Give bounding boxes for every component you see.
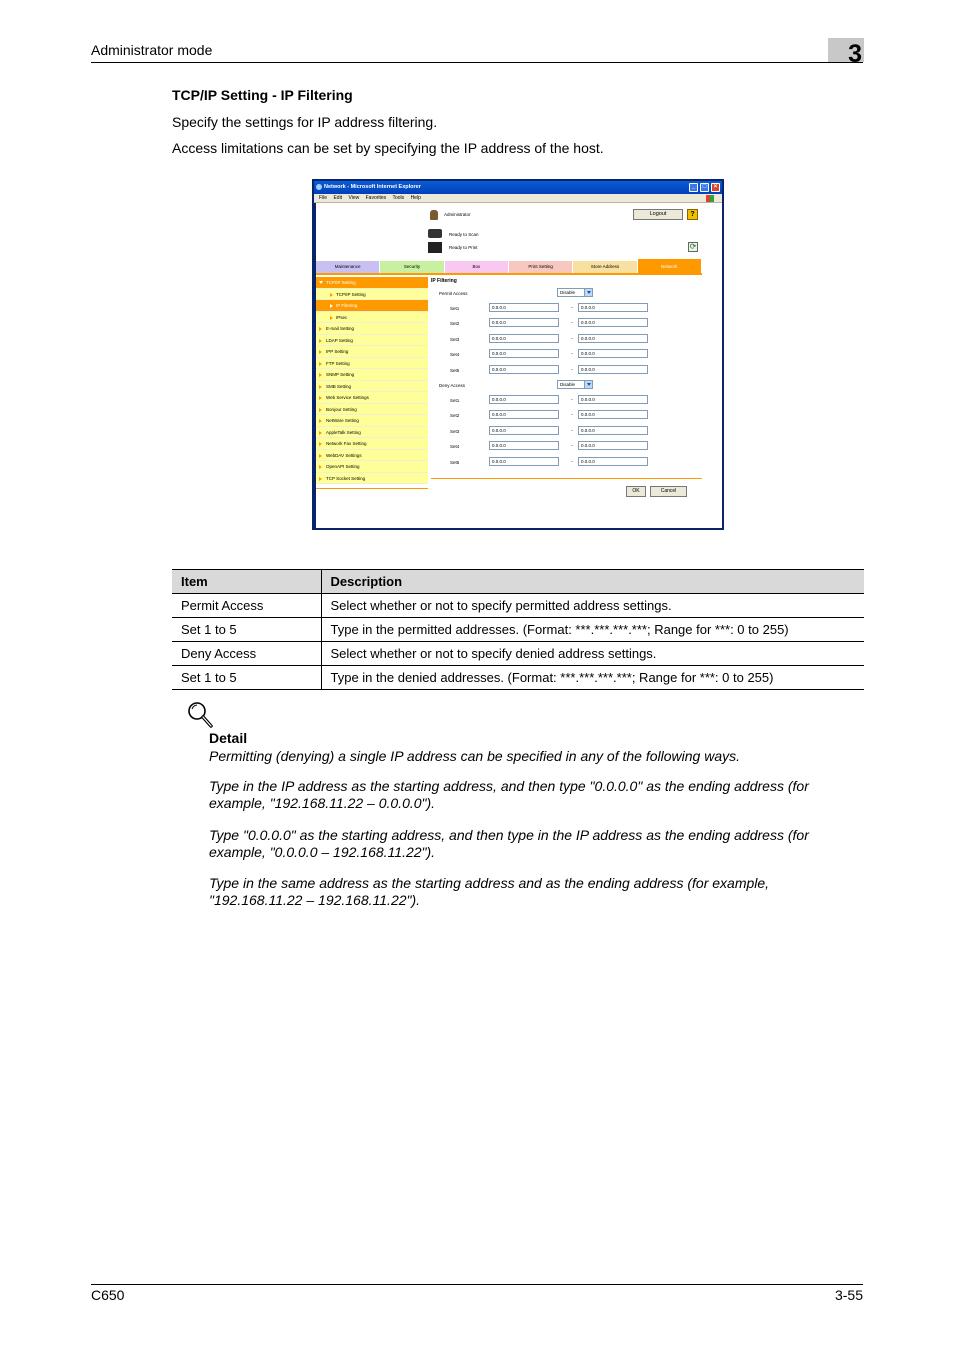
permit-set1-label: Set1 [450,306,460,311]
sidebar-item-ftp[interactable] [316,358,428,370]
arrow-icon [330,316,333,320]
sidebar-item-label: IPsec [336,314,348,320]
sidebar-item-snmp[interactable] [316,369,428,381]
table-row [172,618,864,642]
column-header-item: Item [172,570,321,594]
deny-set4-label: Set4 [450,444,460,449]
range-dash: - [571,397,573,403]
permit-access-value: Disable [560,290,576,295]
arrow-icon [319,339,322,343]
deny-set5-end-input[interactable]: 0.0.0.0 [578,457,648,466]
permit-access-label: Permit Access [439,291,468,296]
sidebar-item-label: Web Service Settings [326,395,369,400]
tab-box[interactable]: Box [445,261,509,273]
deny-set1-label: Set1 [450,398,460,403]
sidebar-item-label: OpenAPI Setting [326,464,360,469]
tab-network[interactable]: Network [638,259,702,273]
permit-set2-start-input[interactable]: 0.0.0.0 [489,318,559,327]
logout-button[interactable]: Logout [633,209,683,220]
sidebar-item-label: WebDAV Settings [326,452,362,458]
deny-set3-label: Set3 [450,429,460,434]
sidebar-item-tcp-socket[interactable] [316,473,428,485]
chevron-down-icon [584,289,592,296]
deny-set2-start-input[interactable]: 0.0.0.0 [489,410,559,419]
permit-set4-end-input[interactable]: 0.0.0.0 [578,349,648,358]
arrow-icon [319,454,322,458]
table-row [172,594,864,618]
sidebar-item-tcpip[interactable] [316,277,428,289]
magnifier-icon [187,701,213,729]
arrow-icon [319,477,322,481]
column-header-description: Description [321,570,864,594]
tab-security[interactable]: Security [380,261,444,273]
detail-title: Detail [209,730,248,746]
detail-paragraph: Permitting (denying) a single IP address can be specified in any of the following ways. [209,748,740,764]
sidebar-item-label: Bonjour Setting [326,406,357,412]
sidebar-item-network-fax[interactable] [316,438,428,450]
table-cell-item: Set 1 to 5 [172,666,321,690]
windows-logo-icon [706,195,714,202]
sidebar-item-label: IP Filtering [336,303,358,308]
permit-set3-end-input[interactable]: 0.0.0.0 [578,334,648,343]
menu-file[interactable]: File [319,195,328,201]
deny-set1-end-input[interactable]: 0.0.0.0 [578,395,648,404]
table-cell-item: Set 1 to 5 [172,618,321,642]
section-title: TCP/IP Setting - IP Filtering [172,87,353,103]
tab-underline [316,273,702,275]
arrow-icon [319,327,322,331]
intro-paragraph-2: Access limitations can be set by specifying the IP address of the host. [172,140,604,156]
range-dash: - [571,320,573,326]
sidebar-item-webdav[interactable] [316,450,428,462]
permit-set2-label: Set2 [450,321,460,326]
range-dash: - [571,336,573,342]
intro-paragraph-1: Specify the settings for IP address filtering. [172,114,438,130]
deny-set2-end-input[interactable]: 0.0.0.0 [578,410,648,419]
sidebar-item-email[interactable] [316,323,428,335]
arrow-icon [319,373,322,377]
menu-bar [314,194,722,203]
permit-set5-start-input[interactable]: 0.0.0.0 [489,365,559,374]
sidebar [316,277,428,484]
permit-set2-end-input[interactable]: 0.0.0.0 [578,318,648,327]
permit-set1-start-input[interactable]: 0.0.0.0 [489,303,559,312]
tab-maintenance[interactable]: Maintenance [316,261,380,273]
permit-set5-end-input[interactable]: 0.0.0.0 [578,365,648,374]
deny-access-label: Deny Access [439,383,466,388]
arrow-icon [319,431,322,435]
arrow-icon [319,442,322,446]
footer-rule [91,1284,863,1285]
status-scan: Ready to Scan [449,232,479,237]
help-icon[interactable]: ? [687,209,698,220]
deny-set3-start-input[interactable]: 0.0.0.0 [489,426,559,435]
table-cell-description: Select whether or not to specify permitted address settings. [321,594,864,618]
sidebar-item-label: NetWare Setting [326,418,359,423]
range-dash: - [571,443,573,449]
deny-access-value: Disable [560,382,576,387]
sidebar-item-label: E-mail Setting [326,326,355,331]
sidebar-item-tcpip-setting[interactable] [316,289,428,301]
footer-page-number: 3-55 [834,1287,863,1303]
content-bottom-rule [431,478,702,479]
sidebar-item-netware[interactable] [316,415,428,427]
admin-user-icon [430,210,438,220]
sidebar-item-bonjour[interactable] [316,404,428,416]
sidebar-item-ldap[interactable] [316,335,428,347]
sidebar-item-smb[interactable] [316,381,428,393]
arrow-icon [319,385,322,389]
tab-store-address[interactable]: Store Address [573,261,637,273]
sidebar-item-label: TCP/IP Setting [336,291,366,297]
permit-set1-end-input[interactable]: 0.0.0.0 [578,303,648,312]
close-icon[interactable]: × [711,183,720,192]
deny-set5-start-input[interactable]: 0.0.0.0 [489,457,559,466]
sidebar-item-label: FTP Setting [326,360,350,366]
sidebar-item-ipsec[interactable] [316,312,428,324]
sidebar-item-ipp[interactable] [316,346,428,358]
range-dash: - [571,412,573,418]
permit-set4-label: Set4 [450,352,460,357]
ie-icon [316,184,322,190]
sidebar-item-openapi[interactable] [316,461,428,473]
sidebar-bottom-rule [316,488,428,489]
sidebar-item-ip-filtering[interactable] [316,300,428,312]
menu-tools[interactable]: Tools [392,195,405,201]
running-header: Administrator mode [91,42,213,58]
sidebar-item-label: LDAP Setting [326,337,353,343]
arrow-icon [319,419,322,423]
detail-paragraph: Type in the IP address as the starting address, and then type "0.0.0.0" as the ending address (for example, "192.168.11.22 – 0.0.0.0"). [209,778,809,811]
expand-arrow-icon [319,281,323,284]
table-row [172,642,864,666]
arrow-icon [319,350,322,354]
sidebar-item-label: SMB Setting [326,383,352,389]
deny-set4-start-input[interactable]: 0.0.0.0 [489,441,559,450]
menu-help[interactable]: Help [410,195,421,201]
permit-set5-label: Set5 [450,368,460,373]
menu-view[interactable]: View [348,195,360,201]
permit-set4-start-input[interactable]: 0.0.0.0 [489,349,559,358]
sidebar-item-label: TCP Socket Setting [326,475,366,481]
detail-paragraph: Type in the same address as the starting address and as the ending address (for example, "192.168.11.22 – 192.168.11.22"). [209,875,770,908]
chapter-tab [828,38,864,68]
range-dash: - [571,428,573,434]
header-rule [91,62,863,63]
sidebar-item-label: Network Fax Setting [326,441,367,446]
tab-print-setting[interactable]: Print Setting [509,261,573,273]
admin-label: Administrator [444,212,471,217]
table-cell-item: Permit Access [172,594,321,618]
sidebar-item-label: SNMP Setting [326,372,355,377]
table-cell-description: Type in the denied addresses. (Format: ***.***.***.***; Range for ***: 0 to 255) [321,666,864,690]
table-header-row [172,570,864,594]
printer-icon [428,242,442,253]
browser-screenshot [312,179,724,530]
range-dash: - [571,305,573,311]
maximize-icon[interactable]: □ [700,183,709,192]
deny-set3-end-input[interactable]: 0.0.0.0 [578,426,648,435]
permit-access-select[interactable] [557,288,593,297]
ok-button[interactable]: OK [626,486,646,497]
menu-edit[interactable]: Edit [333,195,343,201]
range-dash: - [571,367,573,373]
sidebar-item-label: AppleTalk Setting [326,429,361,435]
sidebar-item-web-service[interactable] [316,392,428,404]
arrow-icon [319,408,322,412]
table-cell-description: Type in the permitted addresses. (Format: ***.***.***.***; Range for ***: 0 to 255) [321,618,864,642]
range-dash: - [571,351,573,357]
range-dash: - [571,459,573,465]
refresh-icon[interactable]: ⟳ [689,242,697,251]
deny-access-select[interactable] [557,380,593,389]
menu-favorites[interactable]: Favorites [365,195,387,201]
table-cell-description: Select whether or not to specify denied address settings. [321,642,864,666]
table-cell-item: Deny Access [172,642,321,666]
sidebar-item-appletalk[interactable] [316,427,428,439]
arrow-icon [330,293,333,297]
arrow-icon [330,304,333,308]
chevron-down-icon [584,381,592,388]
arrow-icon [319,465,322,469]
cancel-button[interactable]: Cancel [650,486,687,497]
arrow-icon [319,362,322,366]
chapter-number: 3 [848,40,862,68]
permit-set3-label: Set3 [450,337,460,342]
window-title: Network - Microsoft Internet Explorer [324,184,421,190]
deny-set1-start-input[interactable]: 0.0.0.0 [489,395,559,404]
deny-set4-end-input[interactable]: 0.0.0.0 [578,441,648,450]
detail-paragraph: Type "0.0.0.0" as the starting address, and then type in the IP address as the ending address (for example, "0.0.0.0 – 192.168.11.22"). [209,827,809,860]
table-row [172,666,864,690]
sidebar-item-label: TCP/IP Setting [326,280,356,285]
window-titlebar [314,181,722,194]
arrow-icon [319,396,322,400]
footer-model: C650 [91,1287,125,1303]
status-print: Ready to Print [449,245,478,250]
content-title: IP Filtering [431,278,457,284]
minimize-icon[interactable]: _ [689,183,698,192]
settings-table [172,569,864,690]
sidebar-item-label: IPP Setting [326,349,349,354]
permit-set3-start-input[interactable]: 0.0.0.0 [489,334,559,343]
deny-set2-label: Set2 [450,413,460,418]
scanner-icon [428,229,442,238]
deny-set5-label: Set5 [450,460,460,465]
tab-bar [316,261,702,273]
